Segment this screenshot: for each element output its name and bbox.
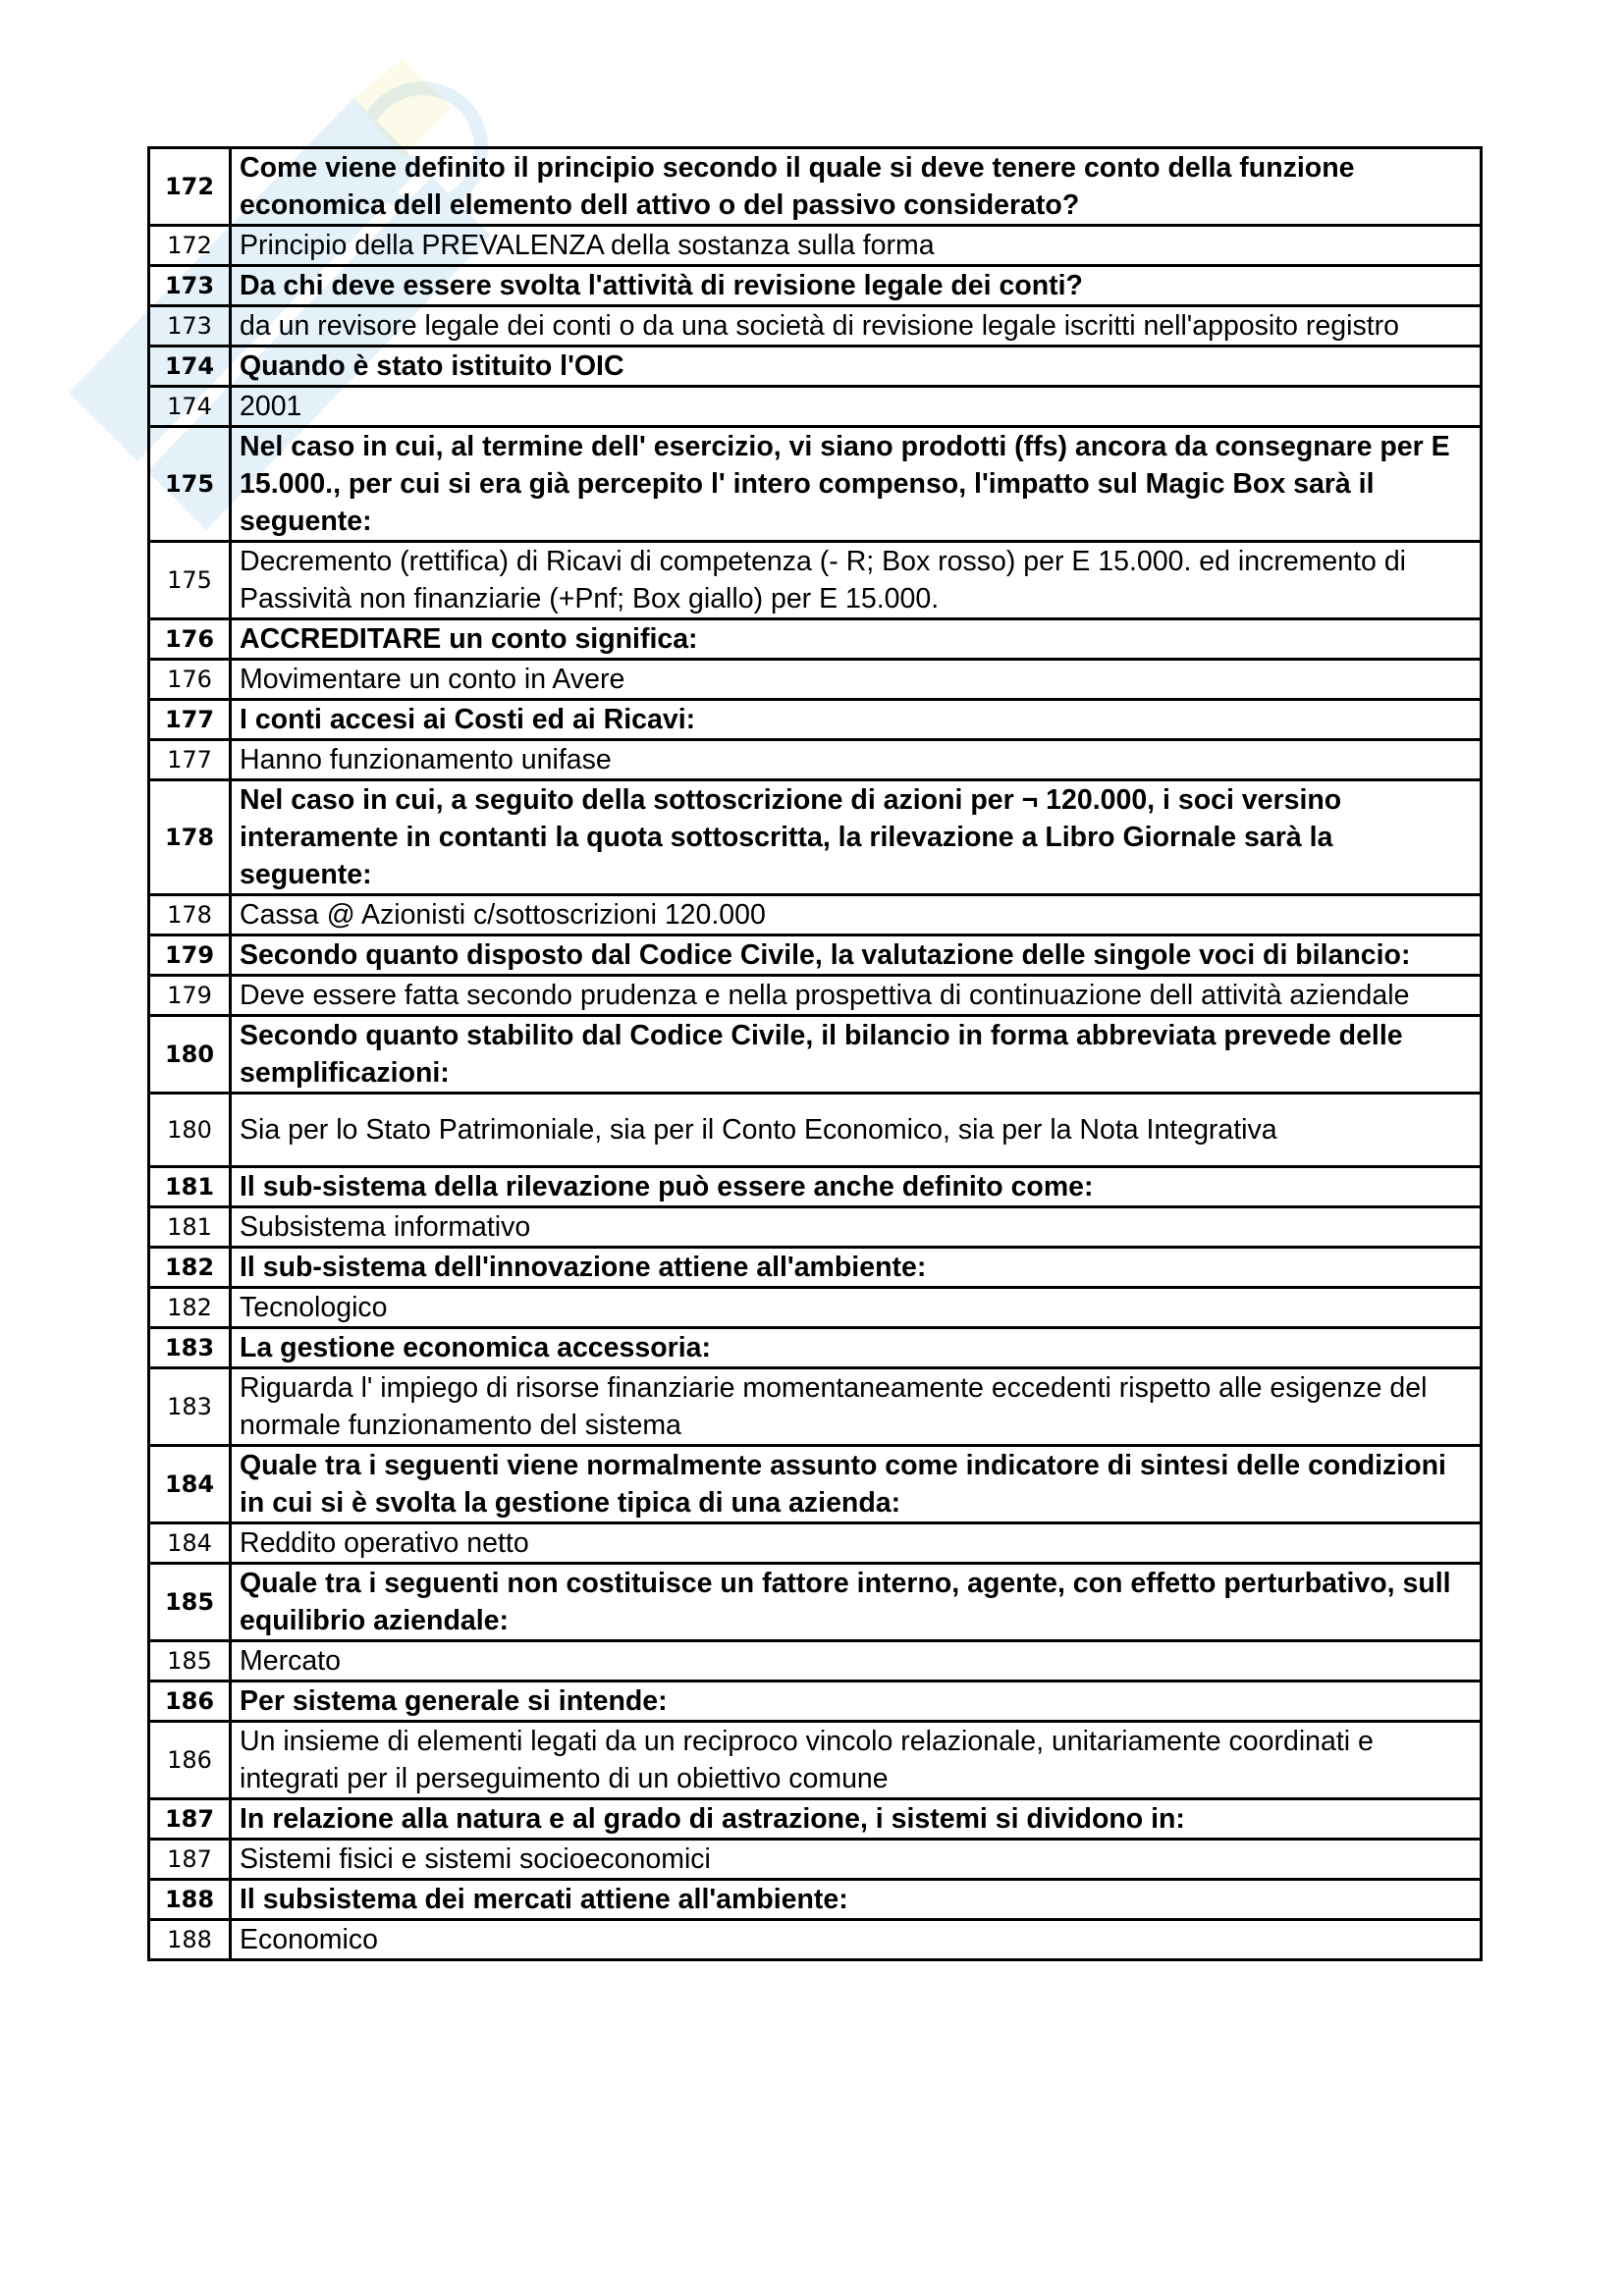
row-number: 184 [149,1523,231,1564]
question-text: Il subsistema dei mercati attiene all'ambiente: [231,1880,1482,1920]
question-text: Il sub-sistema dell'innovazione attiene all'ambiente: [231,1248,1482,1288]
question-row [149,1016,1482,1094]
row-number: 179 [149,935,231,976]
question-text: Secondo quanto stabilito dal Codice Civile, il bilancio in forma abbreviata prevede delle semplificazioni: [231,1016,1482,1094]
answer-row [149,1840,1482,1880]
answer-row [149,1722,1482,1799]
row-number: 172 [149,226,231,266]
row-number: 177 [149,700,231,740]
row-number: 173 [149,306,231,347]
row-number: 178 [149,780,231,895]
question-row [149,1682,1482,1722]
question-row [149,1799,1482,1840]
question-row [149,1564,1482,1641]
answer-row [149,660,1482,700]
row-number: 175 [149,427,231,542]
answer-text: Decremento (rettifica) di Ricavi di competenza (- R; Box rosso) per E 15.000. ed incremento di Passività non finanziarie (+Pnf; Box giallo) per E 15.000. [231,542,1482,619]
question-row [149,619,1482,660]
row-number: 179 [149,976,231,1016]
row-number: 175 [149,542,231,619]
answer-row [149,1094,1482,1167]
question-text: In relazione alla natura e al grado di astrazione, i sistemi si dividono in: [231,1799,1482,1840]
row-number: 181 [149,1207,231,1248]
row-number: 178 [149,895,231,935]
row-number: 185 [149,1641,231,1682]
answer-row [149,976,1482,1016]
answer-text: Movimentare un conto in Avere [231,660,1482,700]
question-row [149,700,1482,740]
question-row [149,427,1482,542]
row-number: 177 [149,740,231,780]
question-row [149,148,1482,226]
question-text: ACCREDITARE un conto significa: [231,619,1482,660]
answer-text: Sistemi fisici e sistemi socioeconomici [231,1840,1482,1880]
question-text: Quando è stato istituito l'OIC [231,347,1482,387]
question-row [149,266,1482,306]
answer-row [149,387,1482,427]
answer-row [149,1288,1482,1328]
question-text: Da chi deve essere svolta l'attività di revisione legale dei conti? [231,266,1482,306]
answer-row [149,306,1482,347]
row-number: 176 [149,619,231,660]
qa-table [147,146,1483,1961]
row-number: 183 [149,1368,231,1446]
question-text: Nel caso in cui, a seguito della sottoscrizione di azioni per ¬ 120.000, i soci versino interamente in contanti la quota sottoscritta, la rilevazione a Libro Giornale sarà la seguente: [231,780,1482,895]
row-number: 174 [149,347,231,387]
row-number: 187 [149,1840,231,1880]
row-number: 183 [149,1328,231,1368]
answer-row [149,895,1482,935]
answer-row [149,542,1482,619]
row-number: 172 [149,148,231,226]
answer-row [149,1368,1482,1446]
answer-text: Principio della PREVALENZA della sostanza sulla forma [231,226,1482,266]
row-number: 174 [149,387,231,427]
row-number: 188 [149,1880,231,1920]
answer-row [149,1207,1482,1248]
answer-text: Subsistema informativo [231,1207,1482,1248]
answer-row [149,1523,1482,1564]
question-text: Nel caso in cui, al termine dell' esercizio, vi siano prodotti (ffs) ancora da consegnare per E 15.000., per cui si era già percepito l' intero compenso, l'impatto sul Magic Box sarà il seguente: [231,427,1482,542]
answer-row [149,226,1482,266]
question-text: Quale tra i seguenti non costituisce un fattore interno, agente, con effetto perturbativo, sull equilibrio aziendale: [231,1564,1482,1641]
answer-text: Mercato [231,1641,1482,1682]
answer-text: Tecnologico [231,1288,1482,1328]
question-text: Per sistema generale si intende: [231,1682,1482,1722]
question-text: Come viene definito il principio secondo il quale si deve tenere conto della funzione economica dell elemento dell attivo o del passivo considerato? [231,148,1482,226]
question-text: Il sub-sistema della rilevazione può essere anche definito come: [231,1167,1482,1207]
row-number: 181 [149,1167,231,1207]
question-row [149,1880,1482,1920]
answer-text: Cassa @ Azionisti c/sottoscrizioni 120.000 [231,895,1482,935]
row-number: 182 [149,1248,231,1288]
question-row [149,1248,1482,1288]
row-number: 180 [149,1094,231,1167]
question-text: La gestione economica accessoria: [231,1328,1482,1368]
row-number: 176 [149,660,231,700]
row-number: 180 [149,1016,231,1094]
row-number: 186 [149,1722,231,1799]
answer-text: Hanno funzionamento unifase [231,740,1482,780]
answer-text: Economico [231,1920,1482,1960]
answer-text: Un insieme di elementi legati da un reciproco vincolo relazionale, unitariamente coordinati e integrati per il perseguimento di un obiettivo comune [231,1722,1482,1799]
answer-row [149,1920,1482,1960]
answer-text: Reddito operativo netto [231,1523,1482,1564]
answer-text: Sia per lo Stato Patrimoniale, sia per il Conto Economico, sia per la Nota Integrativa [231,1094,1482,1167]
answer-row [149,1641,1482,1682]
question-row [149,780,1482,895]
row-number: 186 [149,1682,231,1722]
question-text: Quale tra i seguenti viene normalmente assunto come indicatore di sintesi delle condizioni in cui si è svolta la gestione tipica di una azienda: [231,1446,1482,1523]
answer-text: Deve essere fatta secondo prudenza e nella prospettiva di continuazione dell attività aziendale [231,976,1482,1016]
row-number: 187 [149,1799,231,1840]
row-number: 182 [149,1288,231,1328]
row-number: 173 [149,266,231,306]
answer-text: da un revisore legale dei conti o da una società di revisione legale iscritti nell'apposito registro [231,306,1482,347]
answer-text: Riguarda l' impiego di risorse finanziarie momentaneamente eccedenti rispetto alle esigenze del normale funzionamento del sistema [231,1368,1482,1446]
answer-text: 2001 [231,387,1482,427]
question-row [149,1446,1482,1523]
question-text: I conti accesi ai Costi ed ai Ricavi: [231,700,1482,740]
row-number: 185 [149,1564,231,1641]
question-text: Secondo quanto disposto dal Codice Civile, la valutazione delle singole voci di bilancio: [231,935,1482,976]
question-row [149,1328,1482,1368]
question-row [149,935,1482,976]
question-row [149,347,1482,387]
row-number: 188 [149,1920,231,1960]
answer-row [149,740,1482,780]
row-number: 184 [149,1446,231,1523]
question-row [149,1167,1482,1207]
